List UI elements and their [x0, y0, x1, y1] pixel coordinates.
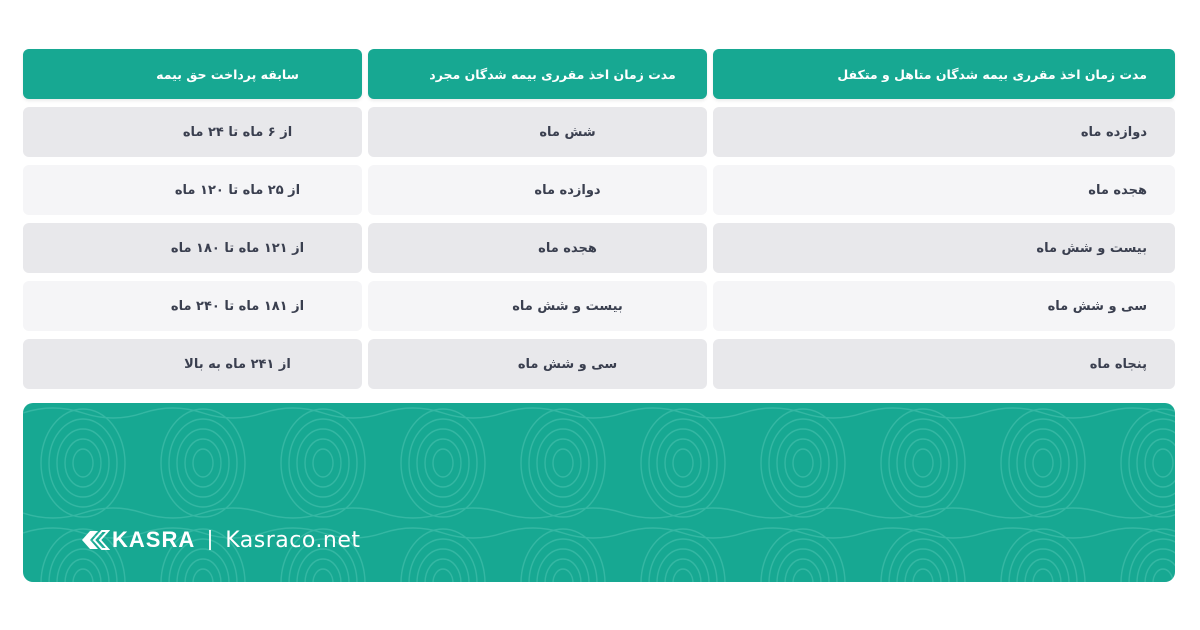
table-cell: بیست و شش ماه	[368, 281, 707, 331]
kasra-logo-icon	[80, 528, 110, 552]
table-cell: دوازده ماه	[713, 107, 1175, 157]
table-cell: سی و شش ماه	[713, 281, 1175, 331]
table-header-married: مدت زمان اخذ مقرری بیمه شدگان متاهل و متکفل	[713, 49, 1175, 99]
website-link[interactable]: Kasraco.net	[225, 527, 361, 553]
fingerprint-pattern	[23, 403, 1175, 582]
table-cell: از ۱۲۱ ماه تا ۱۸۰ ماه	[23, 223, 362, 273]
table-cell: از ۲۴۱ ماه به بالا	[23, 339, 362, 389]
table-header-payment-history: سابقه پرداخت حق بیمه	[23, 49, 362, 99]
logo-text: KASRA	[112, 527, 196, 552]
table-header-single: مدت زمان اخذ مقرری بیمه شدگان مجرد	[368, 49, 707, 99]
table-cell: هجده ماه	[368, 223, 707, 273]
insurance-table	[23, 49, 1175, 389]
table-cell: دوازده ماه	[368, 165, 707, 215]
brand-banner	[23, 403, 1175, 582]
table-cell: پنجاه ماه	[713, 339, 1175, 389]
brand-footer	[80, 527, 361, 553]
table-cell: از ۱۸۱ ماه تا ۲۴۰ ماه	[23, 281, 362, 331]
table-cell: شش ماه	[368, 107, 707, 157]
table-cell: بیست و شش ماه	[713, 223, 1175, 273]
table-cell: از ۶ ماه تا ۲۴ ماه	[23, 107, 362, 157]
table-cell: از ۲۵ ماه تا ۱۲۰ ماه	[23, 165, 362, 215]
table-cell: هجده ماه	[713, 165, 1175, 215]
brand-divider	[209, 530, 211, 550]
kasra-logo	[80, 527, 195, 553]
table-cell: سی و شش ماه	[368, 339, 707, 389]
